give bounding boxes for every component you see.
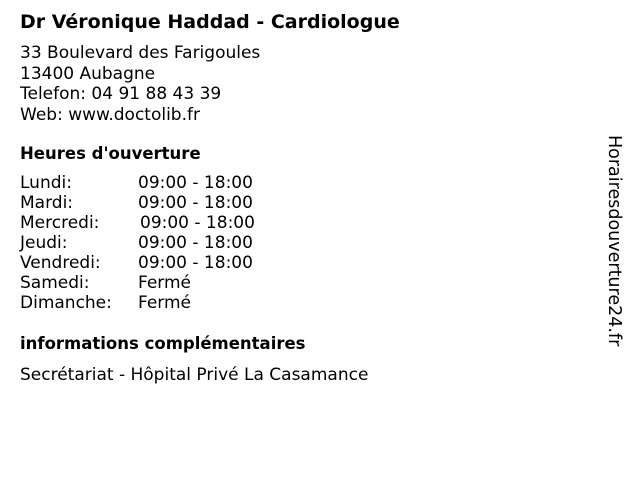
day-label: Dimanche: (20, 293, 112, 313)
day-label: Samedi: (20, 273, 90, 293)
hours-value: 09:00 - 18:00 (138, 173, 253, 193)
opening-hours-heading: Heures d'ouverture (20, 144, 201, 163)
day-label: Mercredi: (20, 213, 100, 233)
hours-value: 09:00 - 18:00 (138, 193, 253, 213)
day-label: Lundi: (20, 173, 72, 193)
website-text: Web: www.doctolib.fr (20, 104, 200, 125)
additional-info-text: Secrétariat - Hôpital Privé La Casamance (20, 365, 369, 385)
site-watermark: Horairesdouverture24.fr (604, 135, 624, 347)
day-label: Jeudi: (20, 233, 68, 253)
contact-block (20, 43, 260, 125)
street-address: 33 Boulevard des Farigoules (20, 43, 261, 63)
phone-number: Telefon: 04 91 88 43 39 (20, 84, 222, 104)
additional-info-heading: informations complémentaires (20, 334, 306, 353)
day-label: Vendredi: (20, 253, 101, 273)
hours-value: Fermé (138, 273, 192, 293)
hours-value: 09:00 - 18:00 (138, 253, 253, 273)
hours-value: Fermé (138, 293, 192, 313)
page-title: Dr Véronique Haddad - Cardiologue (20, 11, 400, 33)
day-label: Mardi: (20, 193, 74, 213)
hours-value: 09:00 - 18:00 (140, 213, 255, 233)
hours-value: 09:00 - 18:00 (138, 233, 253, 253)
city-address: 13400 Aubagne (20, 63, 156, 84)
